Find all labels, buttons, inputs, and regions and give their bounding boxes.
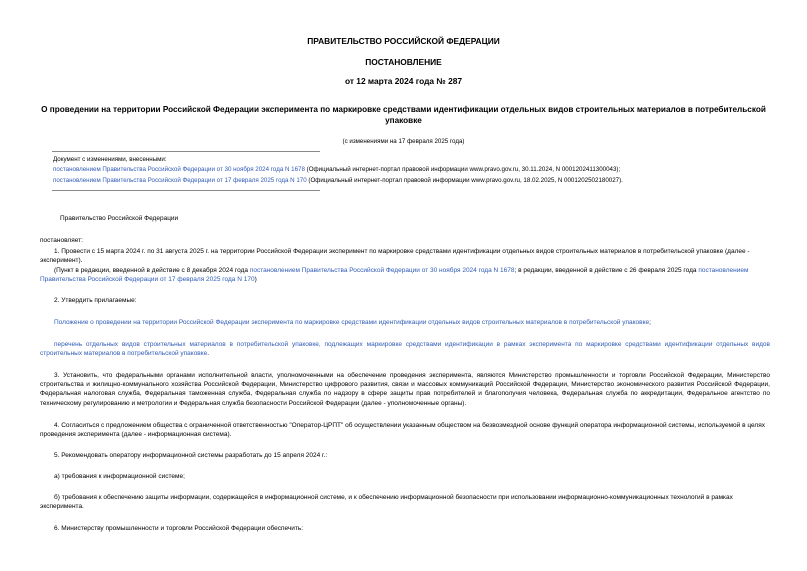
paragraph-2: 2. Утвердить прилагаемые: [54,297,137,304]
amendment-line-2 [53,177,623,184]
paragraph-1: 1. Провести с 15 марта 2024 г. по 31 августа 2025 г. на территории Российской Федерации эксперимент по маркировке средствами идентификации отдельных видов строительных материалов в потребительской упаковке (далее - эксперимент). [40,248,750,265]
document-title: О проведении на территории Российской Федерации эксперимента по маркировке средствами идентификации отдельных видов строительных материалов в потребительской упаковке [41,105,766,125]
revision-note: (с изменениями на 17 февраля 2025 года) [342,138,465,145]
amendment-source-2: (Официальный интернет-портал правовой информации www.pravo.gov.ru, 18.02.2025, N 0001202502180027). [306,177,623,184]
edit-note-link-2[interactable]: постановлением Правительства Российской Федерации от 17 февраля 2025 года N 170 [40,267,749,284]
government-line: Правительство Российской Федерации [60,215,179,222]
paragraph-5: 5. Рекомендовать оператору информационной системы разработать до 15 апреля 2024 г.: [54,452,328,459]
amendments-intro: Документ с изменениями, внесенными: [53,156,167,163]
paragraph-2-item-1: Положение о проведении на территории Российской Федерации эксперимента по маркировке средствами идентификации отдельных видов строительных материалов в потребительской упаковке; [54,319,651,326]
issuing-authority: ПРАВИТЕЛЬСТВО РОССИЙСКОЙ ФЕДЕРАЦИИ [307,36,500,46]
paragraph-1-edit-note: (Пункт в редакции, введенной в действие с 8 декабря 2024 года постановлением Правительства Российской Федерации от 30 ноября 2024 года N 1678; в редакции, введенной в действие с 26 февраля 2025 года постановлением Правительства Российской Федерации от 17 февраля 2025 года N 170) [40,267,749,284]
top-divider [52,151,320,152]
paragraph-4: 4. Согласиться с предложением общества с ограниченной ответственностью "Оператор-ЦРПТ" об осуществлении указанным обществом на безвозмездной основе функций оператора информационной системы, используемой в целях проведения эксперимента (далее - информационная система). [40,422,765,439]
regulation-link[interactable]: Положение о проведении на территории Российской Федерации эксперимента по маркировке средствами идентификации отдельных видов строительных материалов в потребительской упаковке [54,319,650,326]
paragraph-3: 3. Установить, что федеральными органами исполнительной власти, уполномоченными на обеспечение проведения эксперимента, являются Министерство промышленности и торговли Российской Федерации, Министерство строительства и жилищно-коммунального хозяйства Российской Федерации, Министерство цифрового развития, связи и массовых коммуникаций Российской Федерации, Министерство экономического развития Российской Федерации, Федеральная налоговая служба, Федеральная таможенная служба, Федеральная служба по надзору в сфере защиты прав потребителей и благополучия человека, Федеральная служба по аккредитации, Федеральное агентство по техническому регулированию и метрологии и Федеральная служба безопасности Российской Федерации (далее - уполномоченные органы). [40,372,770,407]
amendment-line-1 [53,166,620,173]
amendment-link-1[interactable]: постановлением Правительства Российской Федерации от 30 ноября 2024 года N 1678 [53,166,305,173]
decrees-line: постановляет: [40,237,83,244]
document-date-number: от 12 марта 2024 года № 287 [344,76,463,86]
paragraph-6: 6. Министерству промышленности и торговли Российской Федерации обеспечить: [54,525,304,532]
bottom-divider [52,190,320,191]
paragraph-5-b: б) требования к обеспечению защиты информации, содержащейся в информационной системе, и к обеспечению информационной безопасности при использовании информационно-коммуникационных технологий в рамках эксперимента. [40,494,733,511]
amendment-source-1: (Официальный интернет-портал правовой информации www.pravo.gov.ru, 30.11.2024, N 0001202411300043); [304,166,621,173]
document-type: ПОСТАНОВЛЕНИЕ [365,57,442,67]
materials-list-link[interactable]: перечень отдельных видов строительных материалов в потребительской упаковке, подлежащих маркировке средствами идентификации в рамках эксперимента по маркировке средствами идентификации отдельных видов строительных материалов в потребительской упаковке [40,341,770,358]
paragraph-5-a: а) требования к информационной системе; [54,473,185,480]
paragraph-2-item-2: перечень отдельных видов строительных материалов в потребительской упаковке, подлежащих маркировке средствами идентификации в рамках эксперимента по маркировке средствами идентификации отдельных видов строительных материалов в потребительской упаковке. [40,341,770,358]
amendment-link-2[interactable]: постановлением Правительства Российской Федерации от 17 февраля 2025 года N 170 [53,177,307,184]
edit-note-link-1[interactable]: постановлением Правительства Российской Федерации от 30 ноября 2024 года N 1678 [249,267,515,274]
